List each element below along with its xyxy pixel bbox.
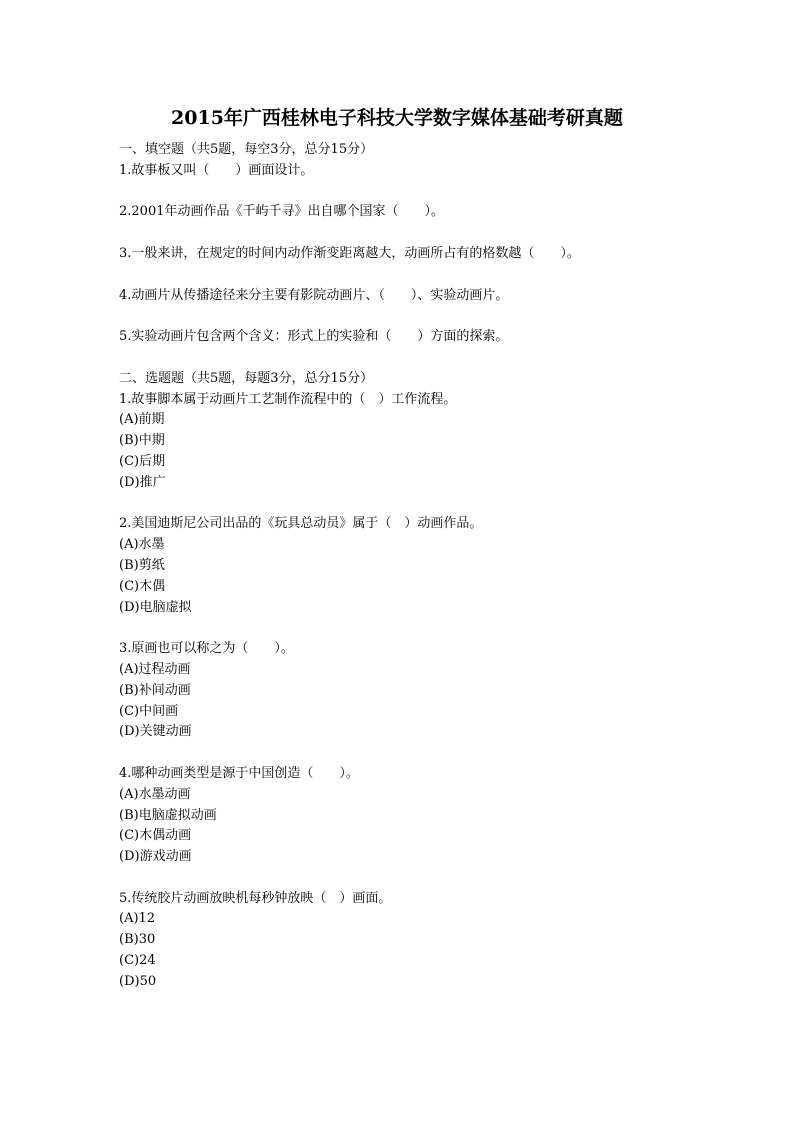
fill-question-5: 5.实验动画片包含两个含义：形式上的实验和（ ）方面的探索。 xyxy=(119,329,509,345)
choice-question-3-option-b: (B)补间动画 xyxy=(119,682,191,698)
choice-question-4-option-b: (B)电脑虚拟动画 xyxy=(119,807,217,823)
fill-question-3: 3.一般来讲，在规定的时间内动作渐变距离越大，动画所占有的格数越（ ）。 xyxy=(119,245,580,261)
choice-question-4-option-a: (A)水墨动画 xyxy=(119,786,191,802)
choice-question-1-option-b: (B)中期 xyxy=(119,433,165,449)
choice-question-4-option-c: (C)木偶动画 xyxy=(119,828,192,844)
choice-question-5-option-a: (A)12 xyxy=(119,911,156,927)
choice-question-2-stem: 2.美国迪斯尼公司出品的《玩具总动员》属于（ ）动画作品。 xyxy=(119,516,483,532)
section-heading-choice: 二、选题题（共5题，每题3分，总分15分） xyxy=(119,370,374,386)
choice-question-1-option-a: (A)前期 xyxy=(119,412,165,428)
choice-question-4-option-d: (D)游戏动画 xyxy=(119,849,192,865)
fill-question-2: 2.2001年动画作品《千屿千寻》出自哪个国家（ ）。 xyxy=(119,204,444,220)
document-body xyxy=(119,140,719,993)
choice-question-2-option-d: (D)电脑虚拟 xyxy=(119,599,192,615)
choice-question-1-stem: 1.故事脚本属于动画片工艺制作流程中的（ ）工作流程。 xyxy=(119,391,457,407)
choice-question-2-option-c: (C)木偶 xyxy=(119,578,166,594)
fill-question-4: 4.动画片从传播途径来分主要有影院动画片、（ ）、实验动画片。 xyxy=(119,287,509,303)
choice-question-4-stem: 4.哪种动画类型是源于中国创造（ ）。 xyxy=(119,765,359,781)
fill-question-1: 1.故事板又叫（ ）画面设计。 xyxy=(119,162,314,178)
choice-question-1-option-d: (D)推广 xyxy=(119,474,166,490)
section-heading-fill-blank: 一、填空题（共5题，每空3分，总分15分） xyxy=(119,142,374,157)
choice-question-3-stem: 3.原画也可以称之为（ ）。 xyxy=(119,641,294,657)
choice-question-5-stem: 5.传统胶片动画放映机每秒钟放映（ ）画面。 xyxy=(119,890,392,906)
choice-question-5-option-d: (D)50 xyxy=(119,973,157,989)
choice-question-3-option-c: (C)中间画 xyxy=(119,703,179,719)
choice-question-3-option-a: (A)过程动画 xyxy=(119,661,191,677)
choice-question-5-option-b: (B)30 xyxy=(119,932,156,948)
document-title: 2015年广西桂林电子科技大学数字媒体基础考研真题 xyxy=(171,107,623,129)
choice-question-1-option-c: (C)后期 xyxy=(119,453,166,469)
choice-question-5-option-c: (C)24 xyxy=(119,953,156,969)
choice-question-3-option-d: (D)关键动画 xyxy=(119,724,192,740)
choice-question-2-option-b: (B)剪纸 xyxy=(119,557,165,573)
choice-question-2-option-a: (A)水墨 xyxy=(119,537,165,553)
